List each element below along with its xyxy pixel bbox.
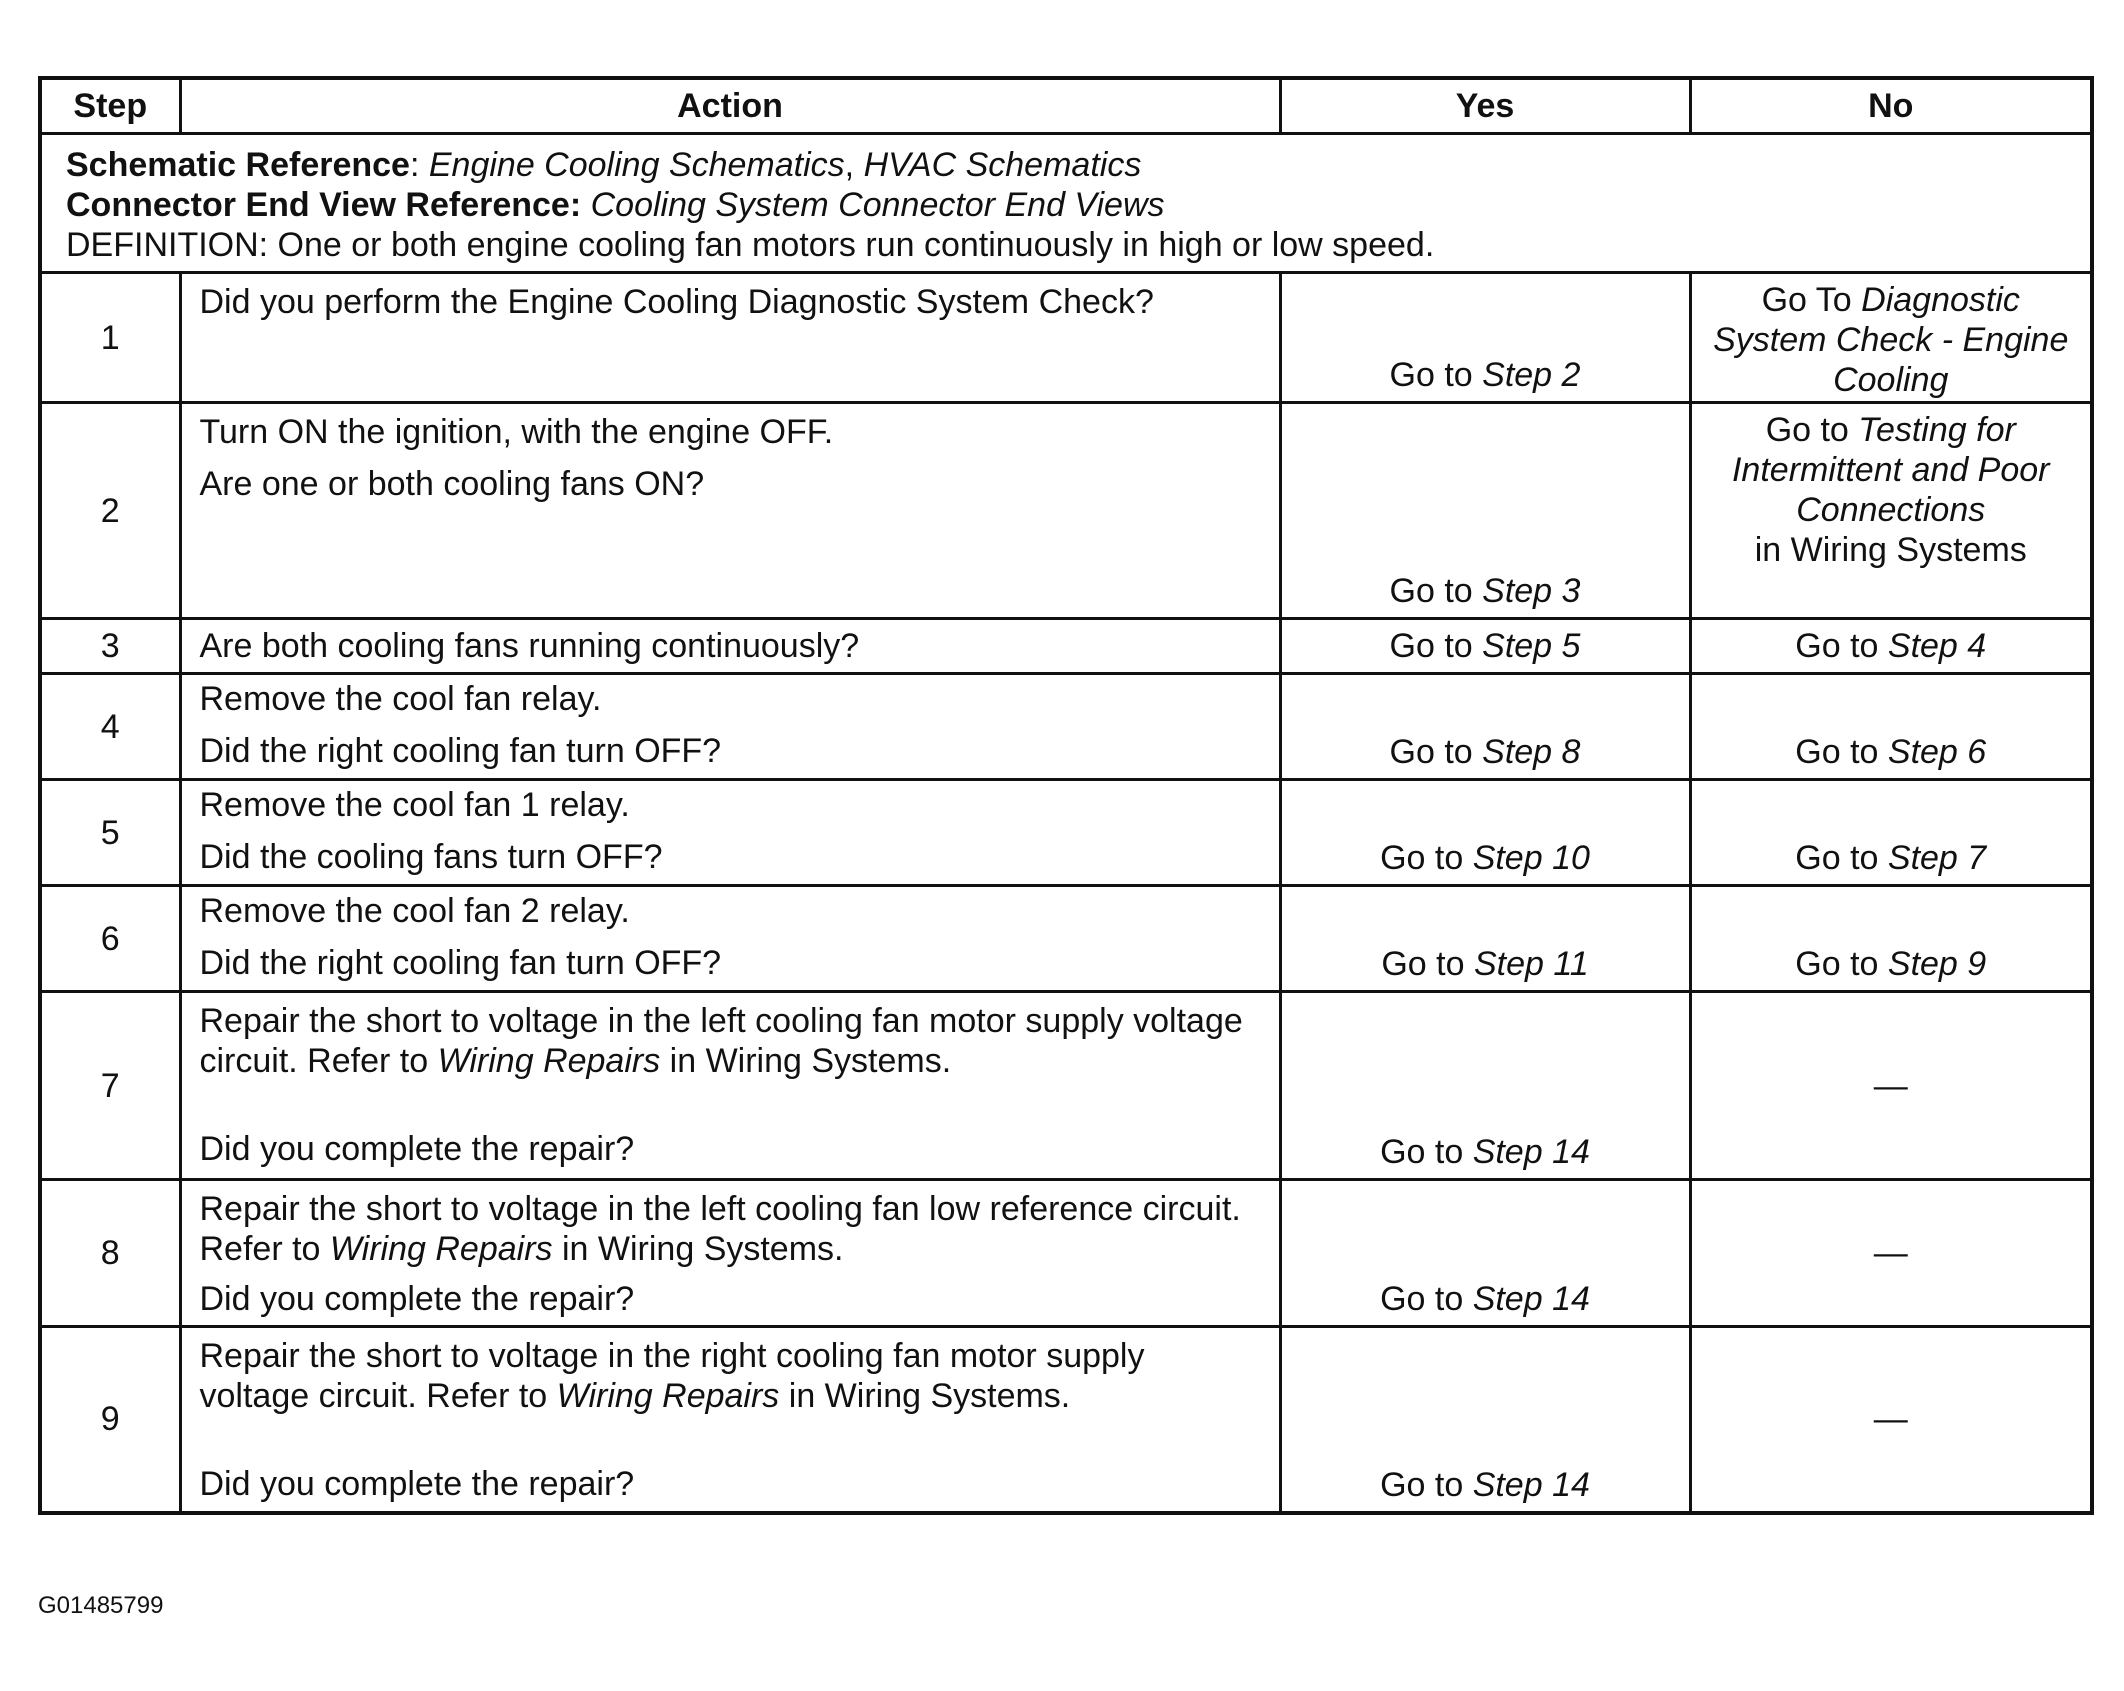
action-question: Did the cooling fans turn OFF?: [199, 838, 663, 876]
action-cell: [180, 619, 1280, 674]
header-no: No: [1690, 78, 2092, 134]
header-row: [40, 78, 2092, 134]
yes-step-link[interactable]: Step 8: [1482, 733, 1581, 771]
yes-prefix: Go to: [1380, 1280, 1473, 1318]
diagnostic-table: [38, 76, 2094, 1515]
yes-step-link[interactable]: Step 14: [1472, 1280, 1590, 1318]
action-question: Did you complete the repair?: [199, 1130, 635, 1168]
yes-step-link[interactable]: Step 5: [1482, 627, 1581, 665]
yes-prefix: Go to: [1389, 627, 1483, 665]
action-text-pre: Repair the short to voltage in the left cooling fan motor supply voltage circuit. Refer to: [199, 1002, 1243, 1080]
connector-reference-label: Connector End View Reference:: [66, 186, 582, 224]
table-row: [40, 992, 2092, 1180]
table-row: [40, 403, 2092, 619]
connector-link[interactable]: Cooling System Connector End Views: [590, 186, 1165, 224]
no-cell: [1690, 619, 2092, 674]
table-row: [40, 886, 2092, 992]
yes-cell: [1280, 674, 1690, 780]
yes-prefix: Go to: [1381, 945, 1474, 983]
action-question: Are both cooling fans running continuously?: [199, 627, 860, 665]
action-text: Did you perform the Engine Cooling Diagnostic System Check?: [199, 283, 1154, 321]
wiring-repairs-link[interactable]: Wiring Repairs: [329, 1230, 553, 1268]
step-number: 8: [40, 1180, 180, 1327]
no-prefix: Go to: [1795, 627, 1888, 665]
action-text: Remove the cool fan 1 relay.: [199, 786, 630, 824]
yes-cell: [1280, 992, 1690, 1180]
definition-text: DEFINITION: One or both engine cooling fan motors run continuously in high or low speed.: [66, 226, 1435, 264]
wiring-repairs-link[interactable]: Wiring Repairs: [437, 1042, 661, 1080]
no-step-link[interactable]: Step 9: [1887, 945, 1987, 983]
action-question: Did you complete the repair?: [199, 1465, 635, 1503]
no-step-link[interactable]: Step 4: [1887, 627, 1987, 665]
yes-cell: [1280, 780, 1690, 886]
no-suffix: in Wiring Systems: [1754, 531, 2027, 569]
no-step-link[interactable]: Step 6: [1887, 733, 1987, 771]
action-cell: [180, 1327, 1280, 1513]
no-prefix: Go to: [1765, 411, 1859, 449]
reference-row: [40, 134, 2092, 273]
no-cell: [1690, 273, 2092, 403]
no-cell: [1690, 780, 2092, 886]
yes-prefix: Go to: [1380, 1133, 1473, 1171]
yes-cell: [1280, 1327, 1690, 1513]
action-text-post: in Wiring Systems.: [660, 1042, 952, 1080]
action-text-post: in Wiring Systems.: [552, 1230, 844, 1268]
table-row: [40, 1327, 2092, 1513]
action-cell: [180, 886, 1280, 992]
action-cell: [180, 992, 1280, 1180]
schematic-reference: [66, 145, 2066, 185]
action-question: Did the right cooling fan turn OFF?: [199, 732, 722, 770]
yes-cell: [1280, 1180, 1690, 1327]
no-cell: [1690, 674, 2092, 780]
table-row: [40, 619, 2092, 674]
action-question: Did you complete the repair?: [199, 1280, 635, 1318]
action-text: [200, 1189, 1263, 1269]
table-row: [40, 1180, 2092, 1327]
no-step-link[interactable]: Step 7: [1887, 839, 1987, 877]
yes-prefix: Go to: [1389, 572, 1483, 610]
action-cell: [180, 780, 1280, 886]
figure-code: G01485799: [38, 1592, 164, 1619]
no-cell: [1690, 886, 2092, 992]
header-yes: Yes: [1280, 78, 1690, 134]
no-cell: —: [1690, 1180, 2092, 1327]
yes-step-link[interactable]: Step 3: [1482, 572, 1581, 610]
step-number: 2: [40, 403, 180, 619]
no-testing-link[interactable]: Testing for Intermittent and Poor Connections: [1731, 411, 2050, 529]
diagnostic-table-container: [38, 76, 2090, 1515]
no-prefix: Go to: [1795, 945, 1888, 983]
action-cell: [180, 273, 1280, 403]
action-text-post: in Wiring Systems.: [779, 1377, 1071, 1415]
action-text: [200, 1336, 1263, 1416]
step-number: 3: [40, 619, 180, 674]
no-prefix: Go to: [1795, 839, 1888, 877]
action-text: Remove the cool fan relay.: [199, 680, 602, 718]
table-row: [40, 273, 2092, 403]
yes-step-link[interactable]: Step 10: [1472, 839, 1590, 877]
yes-prefix: Go to: [1389, 356, 1483, 394]
yes-step-link[interactable]: Step 14: [1472, 1465, 1590, 1504]
yes-prefix: Go to: [1389, 733, 1483, 771]
connector-reference: [66, 185, 2066, 225]
action-cell: [180, 1180, 1280, 1327]
yes-prefix: Go to: [1380, 1465, 1473, 1504]
action-text: Turn ON the ignition, with the engine OFF.: [199, 413, 834, 451]
table-row: [40, 674, 2092, 780]
action-text-pre: Repair the short to voltage in the left cooling fan low reference circuit. Refer to: [199, 1190, 1241, 1268]
schematic-sep: :: [409, 146, 429, 184]
reference-cell: [40, 134, 2092, 273]
schematic-link-hvac[interactable]: HVAC Schematics: [863, 146, 1142, 184]
yes-step-link[interactable]: Step 2: [1482, 356, 1581, 394]
yes-cell: [1280, 886, 1690, 992]
action-question: Are one or both cooling fans ON?: [199, 465, 705, 503]
no-prefix: Go To: [1761, 281, 1862, 319]
schematic-reference-label: Schematic Reference: [66, 146, 410, 184]
no-prefix: Go to: [1795, 733, 1888, 771]
step-number: 5: [40, 780, 180, 886]
action-cell: [180, 403, 1280, 619]
action-text: [200, 1001, 1263, 1081]
no-cell: [1690, 403, 2092, 619]
yes-step-link[interactable]: Step 14: [1472, 1133, 1590, 1171]
yes-step-link[interactable]: Step 11: [1473, 945, 1589, 983]
schematic-link-engine-cooling[interactable]: Engine Cooling Schematics: [428, 146, 845, 184]
action-text: Remove the cool fan 2 relay.: [199, 892, 630, 930]
step-number: 9: [40, 1327, 180, 1513]
no-cell: —: [1690, 1327, 2092, 1513]
schematic-comma: ,: [844, 146, 864, 184]
step-number: 1: [40, 273, 180, 403]
step-number: 4: [40, 674, 180, 780]
wiring-repairs-link[interactable]: Wiring Repairs: [556, 1377, 780, 1415]
step-number: 7: [40, 992, 180, 1180]
table-row: [40, 780, 2092, 886]
no-diagnostic-link[interactable]: Diagnostic System Check - Engine Cooling: [1713, 281, 2069, 399]
action-text-pre: Repair the short to voltage in the right cooling fan motor supply voltage circuit. Refer to: [199, 1337, 1145, 1415]
header-step: Step: [40, 78, 180, 134]
action-cell: [180, 674, 1280, 780]
yes-cell: [1280, 619, 1690, 674]
yes-prefix: Go to: [1380, 839, 1473, 877]
no-cell: —: [1690, 992, 2092, 1180]
step-number: 6: [40, 886, 180, 992]
yes-cell: [1280, 273, 1690, 403]
action-question: Did the right cooling fan turn OFF?: [199, 944, 722, 982]
yes-cell: [1280, 403, 1690, 619]
header-action: Action: [180, 78, 1280, 134]
